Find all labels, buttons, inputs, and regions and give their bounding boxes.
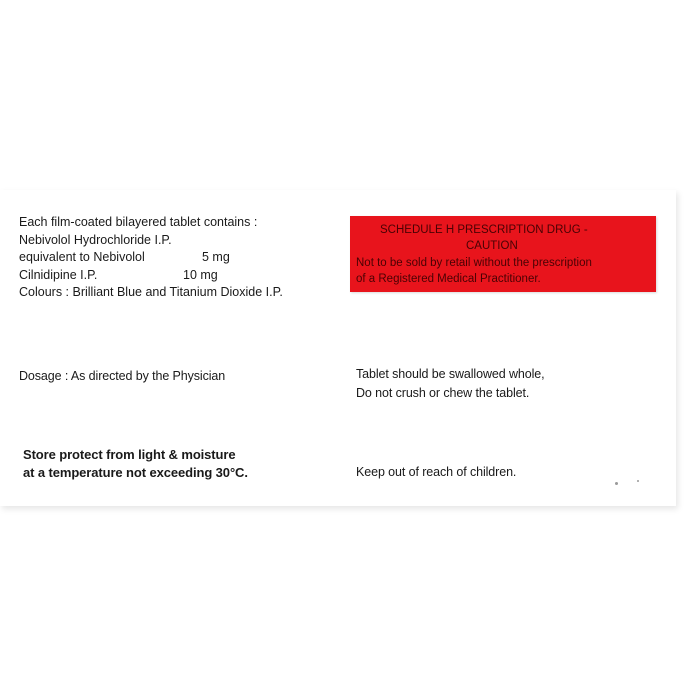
composition-nebivolol-row (19, 249, 349, 267)
composition-cilnidipine-label: Cilnidipine I.P. (19, 267, 98, 282)
dosage-text: Dosage : As directed by the Physician (19, 369, 226, 383)
warning-title-line1: SCHEDULE H PRESCRIPTION DRUG - (380, 224, 588, 236)
storage-line2: at a temperature not exceeding 30°C. (23, 465, 248, 480)
swallow-line1: Tablet should be swallowed whole, (356, 367, 545, 381)
schedule-h-warning-box (350, 216, 656, 292)
composition-heading: Each film-coated bilayered tablet contains : (19, 215, 258, 229)
composition-nebivolol-value: 5 mg (202, 250, 230, 264)
composition-nebivolol-label: equivalent to Nebivolol (19, 250, 145, 264)
composition-colours: Colours : Brilliant Blue and Titanium Dioxide I.P. (19, 285, 283, 299)
composition-cilnidipine-row (19, 267, 349, 285)
composition-nebivolol-hcl: Nebivolol Hydrochloride I.P. (19, 232, 172, 247)
children-warning: Keep out of reach of children. (356, 465, 517, 479)
composition-cilnidipine-value: 10 mg (183, 267, 218, 282)
warning-title-line2: CAUTION (466, 240, 518, 252)
warning-body-line2: of a Registered Medical Practitioner. (356, 273, 541, 285)
swallow-line2: Do not crush or chew the tablet. (356, 386, 530, 400)
composition-block (19, 214, 349, 302)
storage-line1: Store protect from light & moisture (23, 447, 236, 462)
warning-body-line1: Not to be sold by retail without the prescription (356, 257, 592, 269)
print-speck (637, 480, 639, 482)
print-speck (615, 482, 618, 485)
